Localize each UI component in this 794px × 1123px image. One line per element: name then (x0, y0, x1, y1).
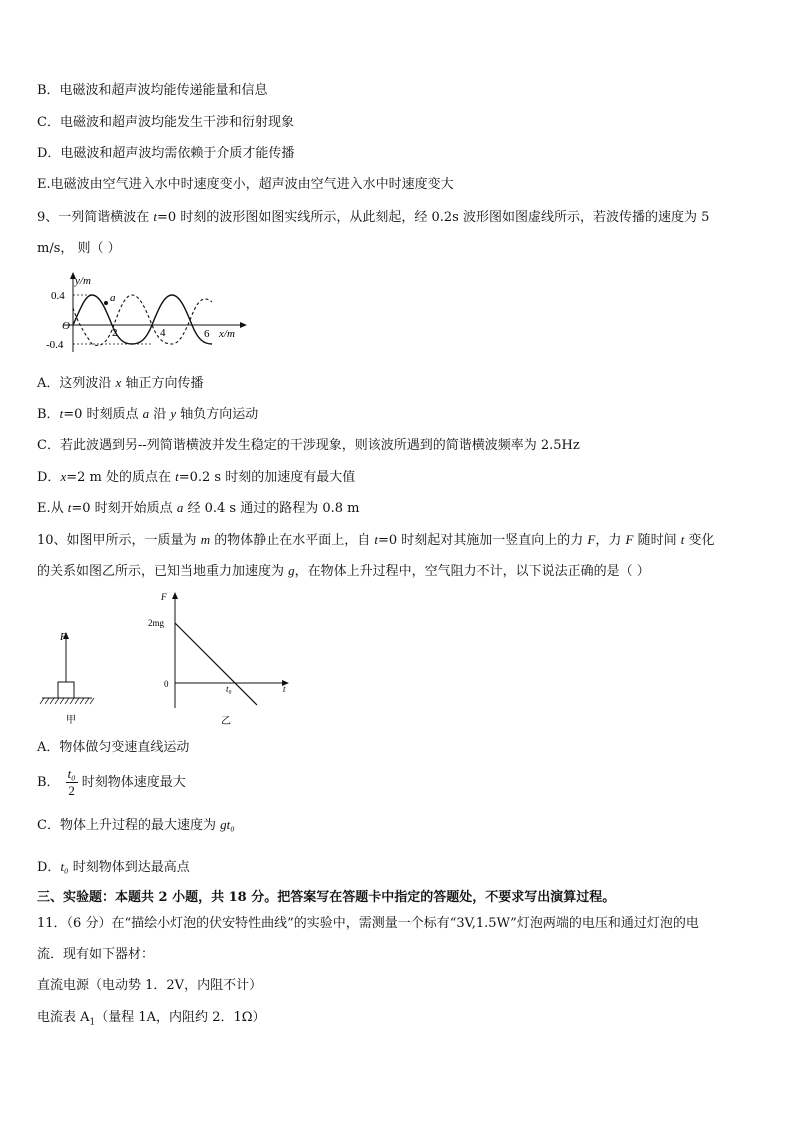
point-a-label: a (110, 292, 116, 304)
q10-option-a: A．物体做匀变速直线运动 (37, 740, 190, 755)
f-axis-label: F (161, 592, 167, 602)
origin-label: O (62, 320, 70, 332)
q11-item-ammeter: 电流表 $A_1$（量程 1A，内阻约 2．1Ω） (37, 1010, 266, 1028)
ground-hatching (40, 698, 94, 704)
section-3-heading: 三、实验题：本题共 2 小题，共 18 分。把答案写在答题卡中指定的答题处，不要求写出演算过程。 (37, 890, 616, 905)
q9-stem-line2: m/s， 则（ ） (37, 241, 121, 256)
fraction-t0-over-2: $\frac{\text{t₀}}{2}$ (67, 766, 76, 798)
force-label: F (60, 632, 67, 643)
block (58, 682, 74, 698)
q11-stem-line2: 流．现有如下器材： (37, 947, 155, 962)
f-axis-arrow (172, 592, 178, 599)
y-tick-neg: -0.4 (46, 339, 64, 351)
q8-option-e: E.电磁波由空气进入水中时速度变小，超声波由空气进入水中时速度变大 (37, 177, 454, 192)
solid-waveform (73, 295, 212, 344)
figure-jia-caption: 甲 (66, 715, 76, 726)
dashed-waveform (73, 295, 212, 345)
q11-stem-line1: 11．（6 分）在“描绘小灯泡的伏安特性曲线”的实验中，需测量一个标有“3V,1.5W”灯泡两端的电压和通过灯泡的电 (37, 916, 699, 931)
q10-option-b: B． $\frac{\text{t₀}}{2}$ 时刻物体速度最大 (37, 766, 186, 798)
q10-figure-jia (38, 630, 108, 728)
q9-option-e: E.从 t=0 时刻开始质点 a 经 0.4 s 通过的路程为 0.8 m (37, 500, 360, 516)
q9-option-b: B．t=0 时刻质点 a 沿 y 轴负方向运动 (37, 406, 259, 422)
figure-yi-caption: 乙 (221, 716, 231, 727)
q8-option-c: C．电磁波和超声波均能发生干涉和衍射现象 (37, 115, 294, 130)
q9-option-a: A．这列波沿 x 轴正方向传播 (37, 375, 204, 391)
q10-option-c: C．物体上升过程的最大速度为 gt₀ (37, 817, 235, 833)
origin-zero: 0 (164, 679, 169, 689)
q8-option-b: B．电磁波和超声波均能传递能量和信息 (37, 83, 268, 98)
q10-stem-line2: 的关系如图乙所示，已知当地重力加速度为 g，在物体上升过程中，空气阻力不计，以下说法正确的是（ ） (37, 563, 650, 579)
x-tick-6: 6 (204, 328, 210, 340)
q10-option-d: D．t₀ 时刻物体到达最高点 (37, 859, 190, 875)
y-tick-pos: 0.4 (51, 290, 65, 302)
q10-figure-yi (145, 590, 300, 730)
q9-option-c: C．若此波遇到另--列简谐横波并发生稳定的干涉现象，则该波所遇到的简谐横波频率为 2.5Hz (37, 438, 580, 453)
q11-item-power-source: 直流电源（电动势 1．2V，内阻不计） (37, 978, 263, 993)
point-a-marker (104, 301, 108, 305)
x-axis-label: x/m (219, 328, 235, 340)
q10-stem-line1: 10、如图甲所示，一质量为 m 的物体静止在水平面上，自 t=0 时刻起对其施加一竖直向上的力 F，力 F 随时间 t 变化 (37, 532, 715, 548)
q8-option-d: D．电磁波和超声波均需依赖于介质才能传播 (37, 146, 295, 161)
t-axis-label: t (283, 684, 286, 694)
force-time-line (175, 623, 257, 705)
y-axis-label: y/m (75, 275, 91, 287)
x-tick-t0: t₀ (226, 684, 232, 694)
x-axis-arrow (240, 322, 247, 328)
q9-option-d: D．x=2 m 处的质点在 t=0.2 s 时刻的加速度有最大值 (37, 469, 356, 485)
x-tick-2: 2 (112, 327, 118, 339)
q9-stem-line1: 9、一列简谐横波在 t=0 时刻的波形图如图实线所示，从此刻起，经 0.2s 波形图如图虚线所示，若波传播的速度为 5 (37, 209, 710, 225)
x-tick-4: 4 (160, 327, 166, 339)
y-tick-2mg: 2mg (148, 618, 165, 628)
q9-wave-graph (40, 270, 250, 360)
